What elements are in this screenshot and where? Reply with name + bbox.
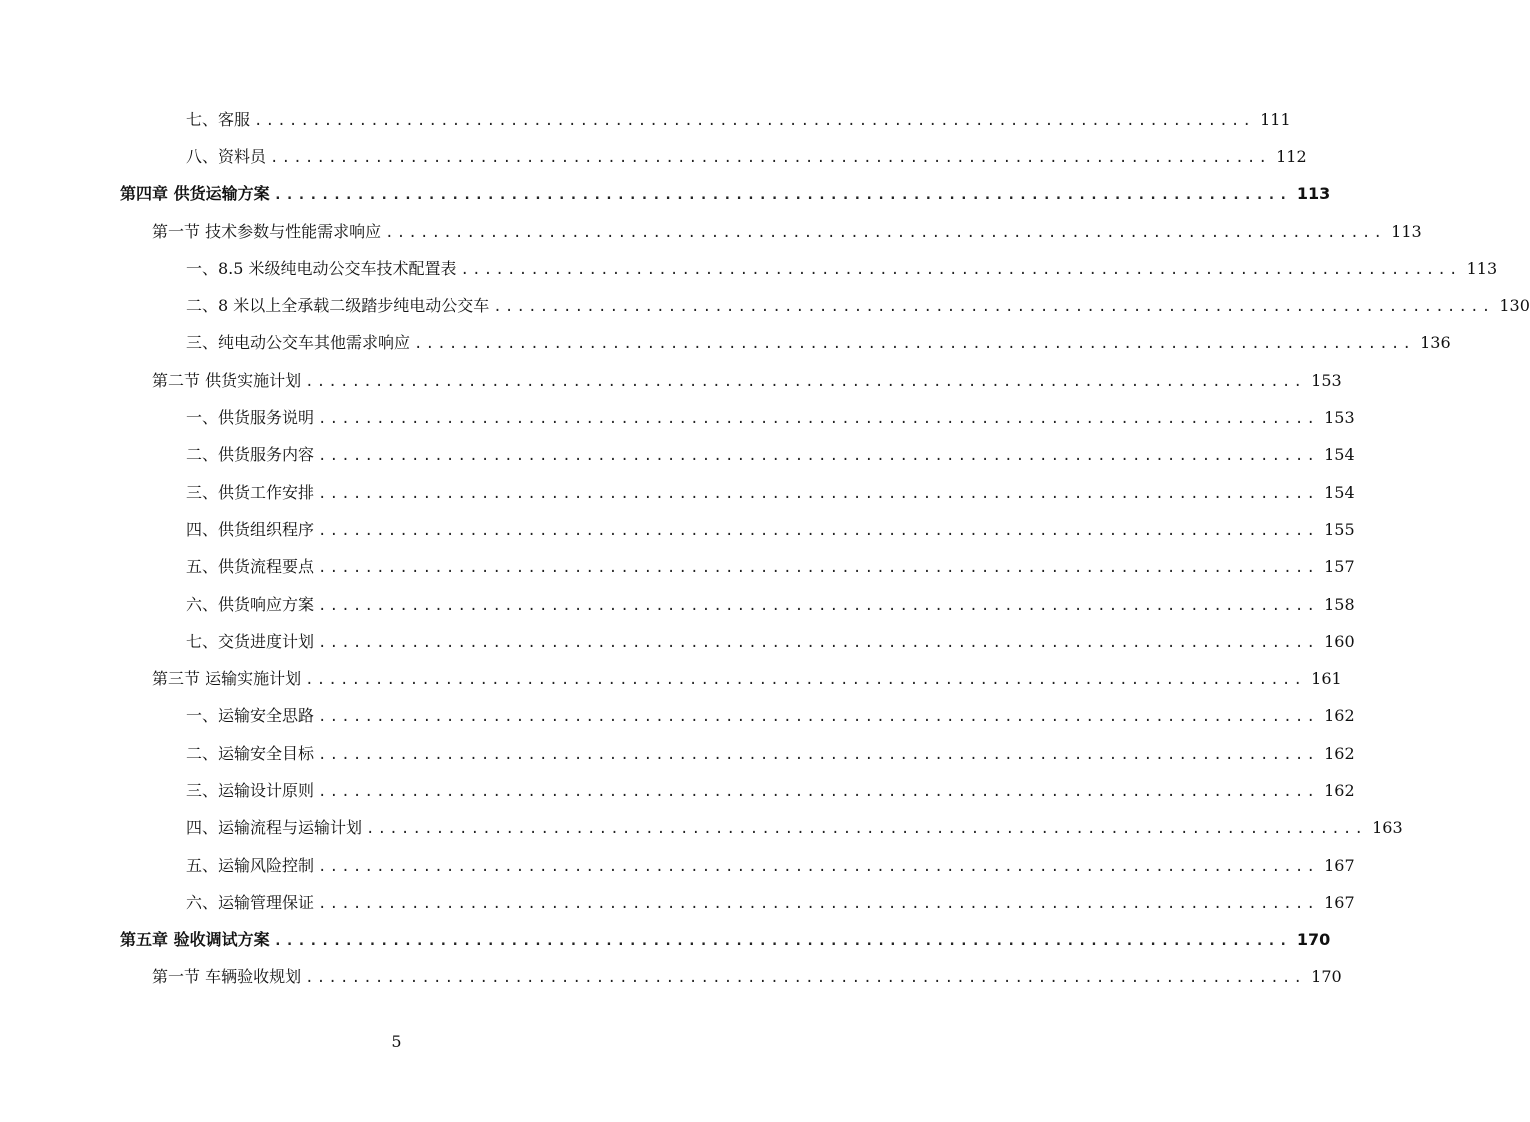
toc-dot-leader: ...................................................................................... (318, 597, 1319, 614)
toc-entry[interactable] (0, 884, 1355, 921)
toc-section-entry[interactable] (0, 959, 1342, 996)
toc-entry[interactable] (0, 287, 1530, 324)
toc-entry-label: 四、运输流程与运输计划 (186, 818, 363, 838)
toc-dot-leader: ...................................................................................... (318, 858, 1319, 875)
toc-entry[interactable] (0, 847, 1355, 884)
toc-dot-leader: ...................................................................................... (318, 522, 1319, 539)
toc-entry[interactable] (0, 250, 1498, 287)
toc-dot-leader: ...................................................................................... (385, 224, 1386, 241)
toc-dot-leader: ...................................................................................... (273, 933, 1291, 950)
toc-dot-leader: ...................................................................................... (318, 634, 1319, 651)
toc-dot-leader: ...................................................................................... (305, 970, 1306, 987)
toc-entry-page: 111 (1260, 109, 1291, 129)
toc-entry-page: 153 (1311, 370, 1342, 390)
toc-dot-leader: ...................................................................................... (273, 187, 1291, 204)
toc-entry[interactable] (0, 511, 1355, 548)
toc-entry-page: 167 (1324, 892, 1355, 912)
toc-entry[interactable] (0, 810, 1403, 847)
toc-entry[interactable] (0, 138, 1307, 175)
toc-entry[interactable] (0, 586, 1355, 623)
table-of-contents (0, 101, 1530, 996)
toc-dot-leader: ...................................................................................... (318, 709, 1319, 726)
toc-dot-leader: ...................................................................................... (254, 112, 1255, 129)
toc-entry-page: 113 (1391, 221, 1422, 241)
toc-entry-page: 113 (1296, 184, 1331, 204)
toc-entry-page: 161 (1311, 669, 1342, 689)
toc-entry-label: 六、运输管理保证 (186, 892, 315, 912)
toc-entry-label: 第一节 车辆验收规划 (152, 967, 302, 987)
toc-entry-label: 五、运输风险控制 (186, 855, 315, 875)
toc-entry-page: 163 (1372, 818, 1403, 838)
toc-entry-page: 113 (1466, 258, 1498, 278)
toc-entry-page: 160 (1324, 631, 1355, 651)
toc-entry-page: 153 (1324, 408, 1355, 428)
toc-entry-label: 三、供货工作安排 (186, 482, 315, 502)
toc-entry-page: 158 (1324, 594, 1355, 614)
toc-dot-leader: ...................................................................................... (318, 485, 1319, 502)
toc-dot-leader: ...................................................................................... (318, 746, 1319, 763)
toc-entry[interactable] (0, 772, 1355, 809)
toc-entry-page: 157 (1324, 557, 1355, 577)
toc-entry-page: 155 (1324, 519, 1355, 539)
toc-dot-leader: ...................................................................................... (305, 672, 1306, 689)
toc-dot-leader: ...................................................................................... (270, 149, 1271, 166)
toc-entry-label: 七、交货进度计划 (186, 631, 315, 651)
toc-entry[interactable] (0, 474, 1355, 511)
toc-entry-label: 一、供货服务说明 (186, 408, 315, 428)
toc-dot-leader: ...................................................................................... (318, 411, 1319, 428)
toc-entry-label: 第五章 验收调试方案 (120, 930, 270, 950)
toc-dot-leader: ...................................................................................... (460, 261, 1461, 278)
toc-entry-label: 七、客服 (186, 109, 251, 129)
toc-entry-page: 162 (1324, 706, 1355, 726)
toc-section-entry[interactable] (0, 213, 1422, 250)
toc-entry-label: 五、供货流程要点 (186, 557, 315, 577)
toc-entry-label: 第四章 供货运输方案 (120, 184, 270, 204)
toc-entry[interactable] (0, 735, 1355, 772)
toc-entry-label: 六、供货响应方案 (186, 594, 315, 614)
toc-entry-label: 三、运输设计原则 (186, 780, 315, 800)
toc-entry-label: 二、8 米以上全承载二级踏步纯电动公交车 (186, 296, 490, 316)
toc-entry[interactable] (0, 101, 1291, 138)
toc-entry-page: 154 (1324, 482, 1355, 502)
toc-entry-label: 四、供货组织程序 (186, 519, 315, 539)
toc-dot-leader: ...................................................................................... (305, 373, 1306, 390)
toc-entry-label: 二、供货服务内容 (186, 445, 315, 465)
toc-entry-page: 154 (1324, 445, 1355, 465)
toc-entry-page: 162 (1324, 780, 1355, 800)
toc-section-entry[interactable] (0, 660, 1342, 697)
toc-entry-page: 170 (1296, 930, 1331, 950)
toc-dot-leader: ...................................................................................... (318, 448, 1319, 465)
toc-entry-page: 130 (1499, 296, 1530, 316)
toc-entry-label: 第二节 供货实施计划 (152, 370, 302, 390)
toc-section-entry[interactable] (0, 362, 1342, 399)
toc-entry-label: 第三节 运输实施计划 (152, 669, 302, 689)
toc-entry-label: 八、资料员 (186, 146, 267, 166)
toc-entry-label: 三、纯电动公交车其他需求响应 (186, 333, 411, 353)
toc-entry[interactable] (0, 698, 1355, 735)
toc-entry-label: 二、运输安全目标 (186, 743, 315, 763)
toc-dot-leader: ...................................................................................... (366, 821, 1367, 838)
toc-entry[interactable] (0, 399, 1355, 436)
toc-chapter-entry[interactable] (0, 176, 1331, 213)
toc-dot-leader: ...................................................................................... (318, 783, 1319, 800)
toc-entry-page: 167 (1324, 855, 1355, 875)
toc-entry[interactable] (0, 325, 1451, 362)
toc-entry-page: 170 (1311, 967, 1342, 987)
toc-entry-label: 一、运输安全思路 (186, 706, 315, 726)
toc-entry[interactable] (0, 623, 1355, 660)
toc-entry-page: 162 (1324, 743, 1355, 763)
toc-dot-leader: ...................................................................................... (318, 895, 1319, 912)
toc-entry-page: 112 (1276, 146, 1307, 166)
toc-entry-page: 136 (1420, 333, 1451, 353)
toc-entry[interactable] (0, 437, 1355, 474)
toc-entry-label: 一、8.5 米级纯电动公交车技术配置表 (186, 258, 457, 278)
toc-dot-leader: ...................................................................................... (493, 299, 1494, 316)
page-number: 5 (391, 1032, 402, 1051)
toc-dot-leader: ...................................................................................... (318, 560, 1319, 577)
toc-entry[interactable] (0, 549, 1355, 586)
toc-entry-label: 第一节 技术参数与性能需求响应 (152, 221, 382, 241)
toc-dot-leader: ...................................................................................... (414, 336, 1415, 353)
toc-chapter-entry[interactable] (0, 922, 1331, 959)
